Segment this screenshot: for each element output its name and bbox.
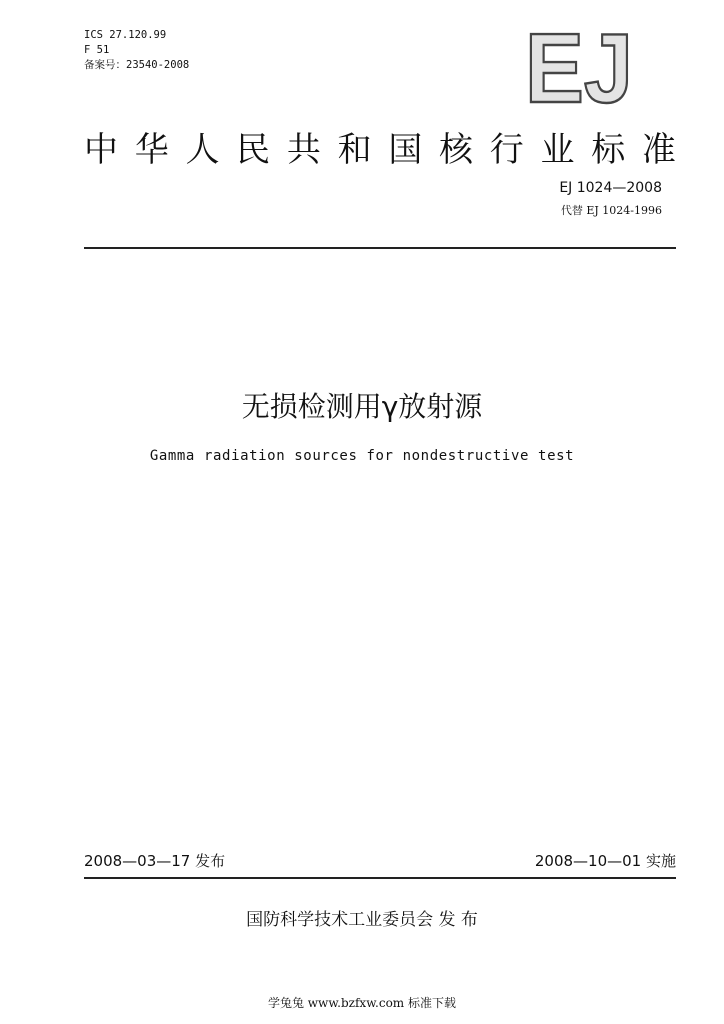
replaces-standard: 代替 EJ 1024-1996 (560, 204, 662, 217)
standard-code: EJ 1024—2008 (559, 180, 662, 196)
implementation-date: 2008—10—01 实施 (534, 852, 676, 870)
standard-name-char: 共 (286, 130, 321, 170)
document-title-chinese: 无损检测用γ放射源 (241, 390, 483, 423)
document-metadata (84, 28, 189, 73)
issue-date: 2008—03—17 发布 (84, 852, 226, 870)
standard-name-char: 准 (641, 130, 676, 170)
ics-code: ICS 27.120.99 (84, 29, 167, 41)
ej-logo-letters: EJ (525, 26, 633, 106)
top-divider (84, 247, 676, 249)
standard-name-char: 标 (591, 130, 626, 170)
classification-code: F 51 (84, 44, 110, 56)
publisher: 国防科学技术工业委员会 发 布 (246, 910, 478, 930)
standard-name-char: 业 (540, 130, 575, 170)
standard-name-char: 和 (337, 130, 372, 170)
ej-logo (524, 26, 634, 106)
bottom-divider (84, 877, 676, 879)
record-number: 备案号：23540-2008 (84, 59, 190, 71)
standard-name-char: 中 (84, 130, 118, 170)
standard-name-char: 人 (185, 130, 220, 170)
standard-name-char: 国 (388, 130, 423, 170)
standard-name-char: 核 (439, 130, 474, 170)
standard-name-char: 行 (489, 130, 524, 170)
standard-category-title (84, 130, 676, 170)
standard-name-char: 华 (134, 130, 169, 170)
watermark-footer: 学兔兔 www.bzfxw.com 标准下载 (267, 996, 457, 1010)
standard-name-char: 民 (236, 130, 271, 170)
document-title-english: Gamma radiation sources for nondestructive test (149, 448, 575, 464)
